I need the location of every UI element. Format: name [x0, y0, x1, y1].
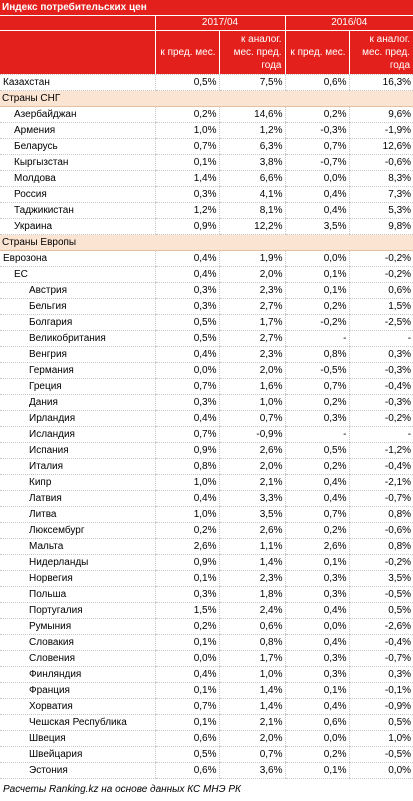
table-row: [0, 123, 413, 139]
table-row: [0, 539, 413, 555]
value-cell: 0,3%: [285, 587, 349, 603]
column-header-mom-2017: к пред. мес.: [155, 31, 219, 75]
value-cell: 1,2%: [155, 203, 219, 219]
value-cell: 12,6%: [349, 139, 413, 155]
value-cell: 0,5%: [349, 715, 413, 731]
year-header-blank: [0, 16, 155, 31]
value-cell: 9,6%: [349, 107, 413, 123]
source-note: Расчеты Ranking.kz на основе данных КС МНЭ РК: [3, 784, 241, 795]
table-row: [0, 315, 413, 331]
row-label: Италия: [0, 459, 155, 475]
value-cell: 7,5%: [219, 75, 285, 91]
row-label: Словакия: [0, 635, 155, 651]
value-cell: 2,6%: [219, 443, 285, 459]
value-cell: 0,3%: [155, 587, 219, 603]
value-cell: 0,4%: [285, 475, 349, 491]
value-cell: 0,8%: [155, 459, 219, 475]
column-header-row: [0, 31, 413, 75]
value-cell: 0,4%: [285, 203, 349, 219]
table-row: [0, 555, 413, 571]
value-cell: 0,6%: [285, 715, 349, 731]
row-label: Кыргызстан: [0, 155, 155, 171]
value-cell: -0,5%: [349, 587, 413, 603]
table-row: [0, 699, 413, 715]
value-cell: 1,0%: [155, 123, 219, 139]
value-cell: -2,1%: [349, 475, 413, 491]
column-header-blank: [0, 31, 155, 75]
value-cell: 5,3%: [349, 203, 413, 219]
value-cell: 2,6%: [155, 539, 219, 555]
value-cell: -2,6%: [349, 619, 413, 635]
value-cell: 0,4%: [155, 667, 219, 683]
table-row: [0, 635, 413, 651]
section-label: Страны СНГ: [0, 91, 413, 107]
table-row: [0, 251, 413, 267]
value-cell: -0,7%: [349, 651, 413, 667]
value-cell: 0,7%: [285, 507, 349, 523]
value-cell: 0,5%: [155, 331, 219, 347]
table-row: [0, 651, 413, 667]
row-label: Польша: [0, 587, 155, 603]
value-cell: 1,5%: [349, 299, 413, 315]
value-cell: 0,6%: [349, 283, 413, 299]
value-cell: 0,4%: [155, 347, 219, 363]
value-cell: 1,1%: [219, 539, 285, 555]
value-cell: 0,1%: [155, 683, 219, 699]
value-cell: -0,3%: [349, 363, 413, 379]
value-cell: 3,5%: [219, 507, 285, 523]
table-title: Индекс потребительских цен: [0, 0, 413, 16]
value-cell: -0,9%: [219, 427, 285, 443]
section-row: [0, 235, 413, 251]
value-cell: 1,0%: [219, 667, 285, 683]
row-label: Беларусь: [0, 139, 155, 155]
row-label: Исландия: [0, 427, 155, 443]
row-label: Швейцария: [0, 747, 155, 763]
row-label: Великобритания: [0, 331, 155, 347]
table-row: [0, 603, 413, 619]
value-cell: 3,6%: [219, 763, 285, 779]
table-row: [0, 507, 413, 523]
value-cell: 0,5%: [155, 315, 219, 331]
value-cell: 1,0%: [155, 475, 219, 491]
value-cell: 2,4%: [219, 603, 285, 619]
value-cell: -: [285, 427, 349, 443]
row-label: Кипр: [0, 475, 155, 491]
table-row: [0, 475, 413, 491]
value-cell: -0,6%: [349, 523, 413, 539]
value-cell: -: [349, 331, 413, 347]
value-cell: 0,6%: [219, 619, 285, 635]
table-row: [0, 523, 413, 539]
row-label: Нидерланды: [0, 555, 155, 571]
row-label: Венгрия: [0, 347, 155, 363]
column-header-mom-2016: к пред. мес.: [285, 31, 349, 75]
table-row: [0, 203, 413, 219]
value-cell: 2,6%: [219, 523, 285, 539]
table-row: [0, 619, 413, 635]
value-cell: 0,3%: [155, 299, 219, 315]
value-cell: 3,5%: [349, 571, 413, 587]
value-cell: 1,2%: [219, 123, 285, 139]
row-label: Ирландия: [0, 411, 155, 427]
value-cell: 2,3%: [219, 347, 285, 363]
value-cell: 0,8%: [349, 539, 413, 555]
value-cell: -0,5%: [349, 747, 413, 763]
value-cell: 0,7%: [285, 379, 349, 395]
value-cell: 0,9%: [155, 219, 219, 235]
value-cell: -0,2%: [349, 251, 413, 267]
value-cell: 0,6%: [285, 75, 349, 91]
table-row: [0, 299, 413, 315]
row-label: Украина: [0, 219, 155, 235]
value-cell: 9,8%: [349, 219, 413, 235]
value-cell: 0,2%: [285, 459, 349, 475]
table-row: [0, 283, 413, 299]
value-cell: 0,8%: [349, 507, 413, 523]
row-label: Молдова: [0, 171, 155, 187]
row-label: Германия: [0, 363, 155, 379]
value-cell: 0,0%: [285, 251, 349, 267]
value-cell: 0,1%: [285, 267, 349, 283]
value-cell: 0,3%: [349, 347, 413, 363]
row-label: Австрия: [0, 283, 155, 299]
table-row: [0, 379, 413, 395]
row-label: Португалия: [0, 603, 155, 619]
value-cell: 1,8%: [219, 587, 285, 603]
row-label: Греция: [0, 379, 155, 395]
row-label: Россия: [0, 187, 155, 203]
value-cell: 0,2%: [285, 523, 349, 539]
value-cell: 0,2%: [285, 747, 349, 763]
value-cell: 0,2%: [285, 299, 349, 315]
row-label: Латвия: [0, 491, 155, 507]
row-label: Люксембург: [0, 523, 155, 539]
row-label: Таджикистан: [0, 203, 155, 219]
table-row: [0, 715, 413, 731]
value-cell: 0,6%: [155, 763, 219, 779]
value-cell: 0,4%: [155, 251, 219, 267]
year-header-2017: 2017/04: [155, 16, 285, 31]
value-cell: -1,9%: [349, 123, 413, 139]
value-cell: -: [349, 427, 413, 443]
row-label: Бельгия: [0, 299, 155, 315]
value-cell: 2,1%: [219, 715, 285, 731]
value-cell: 16,3%: [349, 75, 413, 91]
table-row: [0, 683, 413, 699]
table-row: [0, 219, 413, 235]
table-row: [0, 763, 413, 779]
value-cell: 1,7%: [219, 651, 285, 667]
value-cell: -: [285, 331, 349, 347]
column-header-yoy-2017: к аналог. мес. пред. года: [219, 31, 285, 75]
value-cell: 0,7%: [155, 139, 219, 155]
row-label: Армения: [0, 123, 155, 139]
year-header-2016: 2016/04: [285, 16, 413, 31]
value-cell: 12,2%: [219, 219, 285, 235]
value-cell: 0,0%: [155, 651, 219, 667]
row-label: ЕС: [0, 267, 155, 283]
value-cell: 0,7%: [285, 139, 349, 155]
row-label: Мальта: [0, 539, 155, 555]
column-header-yoy-2016: к аналог. мес. пред. года: [349, 31, 413, 75]
value-cell: 0,4%: [155, 411, 219, 427]
table-row: [0, 731, 413, 747]
value-cell: 0,1%: [285, 283, 349, 299]
table-row: [0, 187, 413, 203]
value-cell: 0,1%: [285, 683, 349, 699]
value-cell: 14,6%: [219, 107, 285, 123]
value-cell: 0,4%: [285, 699, 349, 715]
value-cell: 6,6%: [219, 171, 285, 187]
value-cell: 0,4%: [155, 491, 219, 507]
value-cell: 2,7%: [219, 331, 285, 347]
value-cell: 0,3%: [285, 571, 349, 587]
value-cell: -2,5%: [349, 315, 413, 331]
value-cell: 0,3%: [285, 651, 349, 667]
value-cell: -0,5%: [285, 363, 349, 379]
table-row: [0, 667, 413, 683]
value-cell: 0,3%: [285, 667, 349, 683]
value-cell: -0,2%: [285, 315, 349, 331]
value-cell: 0,0%: [155, 363, 219, 379]
value-cell: 0,7%: [155, 379, 219, 395]
table-row: [0, 267, 413, 283]
value-cell: -0,4%: [349, 379, 413, 395]
value-cell: 0,2%: [155, 619, 219, 635]
row-label: Франция: [0, 683, 155, 699]
row-label: Болгария: [0, 315, 155, 331]
row-label: Швеция: [0, 731, 155, 747]
value-cell: 6,3%: [219, 139, 285, 155]
row-label: Хорватия: [0, 699, 155, 715]
value-cell: -0,2%: [349, 411, 413, 427]
value-cell: 0,0%: [285, 171, 349, 187]
value-cell: 2,0%: [219, 731, 285, 747]
value-cell: 2,3%: [219, 571, 285, 587]
table-row: [0, 363, 413, 379]
value-cell: 1,4%: [155, 171, 219, 187]
value-cell: 0,9%: [155, 443, 219, 459]
value-cell: -0,2%: [349, 267, 413, 283]
table-row: [0, 747, 413, 763]
row-label: Литва: [0, 507, 155, 523]
value-cell: 0,1%: [155, 635, 219, 651]
row-label: Румыния: [0, 619, 155, 635]
value-cell: 0,1%: [155, 715, 219, 731]
row-label: Еврозона: [0, 251, 155, 267]
value-cell: -0,6%: [349, 155, 413, 171]
value-cell: -0,3%: [349, 395, 413, 411]
value-cell: 2,0%: [219, 363, 285, 379]
value-cell: 0,3%: [155, 283, 219, 299]
value-cell: -0,4%: [349, 635, 413, 651]
value-cell: 0,4%: [285, 635, 349, 651]
value-cell: 3,3%: [219, 491, 285, 507]
table-title-row: [0, 0, 413, 16]
table-row: [0, 587, 413, 603]
value-cell: -0,7%: [285, 155, 349, 171]
value-cell: 1,0%: [219, 395, 285, 411]
row-label: Азербайджан: [0, 107, 155, 123]
value-cell: 0,4%: [285, 603, 349, 619]
row-label: Испания: [0, 443, 155, 459]
value-cell: 1,9%: [219, 251, 285, 267]
table-row: [0, 395, 413, 411]
table-row: [0, 571, 413, 587]
value-cell: 0,6%: [155, 731, 219, 747]
value-cell: 0,3%: [285, 411, 349, 427]
table-row: [0, 107, 413, 123]
value-cell: 0,3%: [155, 187, 219, 203]
value-cell: 1,7%: [219, 315, 285, 331]
value-cell: 0,1%: [155, 155, 219, 171]
value-cell: -0,2%: [349, 555, 413, 571]
table-row: [0, 331, 413, 347]
value-cell: -0,9%: [349, 699, 413, 715]
value-cell: 0,4%: [285, 187, 349, 203]
value-cell: 1,0%: [349, 731, 413, 747]
value-cell: 0,7%: [219, 411, 285, 427]
value-cell: 0,3%: [155, 395, 219, 411]
value-cell: 0,0%: [349, 763, 413, 779]
value-cell: -0,3%: [285, 123, 349, 139]
row-label: Дания: [0, 395, 155, 411]
table-row: [0, 491, 413, 507]
table-row: [0, 427, 413, 443]
value-cell: 2,7%: [219, 299, 285, 315]
value-cell: 0,2%: [155, 523, 219, 539]
table-row: [0, 347, 413, 363]
row-label: Словения: [0, 651, 155, 667]
value-cell: -0,7%: [349, 491, 413, 507]
value-cell: 1,0%: [155, 507, 219, 523]
section-label: Страны Европы: [0, 235, 413, 251]
value-cell: 2,1%: [219, 475, 285, 491]
value-cell: 8,1%: [219, 203, 285, 219]
row-label: Финляндия: [0, 667, 155, 683]
value-cell: 0,1%: [155, 571, 219, 587]
value-cell: 0,4%: [155, 267, 219, 283]
year-header-row: [0, 16, 413, 31]
value-cell: 1,5%: [155, 603, 219, 619]
value-cell: 0,2%: [285, 107, 349, 123]
table-row: [0, 459, 413, 475]
value-cell: 2,3%: [219, 283, 285, 299]
table-row: [0, 443, 413, 459]
value-cell: 0,5%: [285, 443, 349, 459]
value-cell: 0,5%: [155, 747, 219, 763]
value-cell: 3,5%: [285, 219, 349, 235]
value-cell: 4,1%: [219, 187, 285, 203]
value-cell: 1,4%: [219, 699, 285, 715]
table-row: [0, 411, 413, 427]
value-cell: 0,8%: [285, 347, 349, 363]
value-cell: 7,3%: [349, 187, 413, 203]
value-cell: 0,1%: [285, 763, 349, 779]
value-cell: 1,4%: [219, 555, 285, 571]
value-cell: 0,8%: [219, 635, 285, 651]
value-cell: 2,0%: [219, 459, 285, 475]
value-cell: 0,4%: [285, 491, 349, 507]
row-label: Чешская Республика: [0, 715, 155, 731]
value-cell: -1,2%: [349, 443, 413, 459]
section-row: [0, 91, 413, 107]
value-cell: 0,2%: [285, 395, 349, 411]
value-cell: 8,3%: [349, 171, 413, 187]
row-label: Норвегия: [0, 571, 155, 587]
value-cell: 1,6%: [219, 379, 285, 395]
row-label: Эстония: [0, 763, 155, 779]
value-cell: 0,3%: [349, 667, 413, 683]
value-cell: 2,6%: [285, 539, 349, 555]
table-row: [0, 171, 413, 187]
table-row: [0, 75, 413, 91]
value-cell: 3,8%: [219, 155, 285, 171]
value-cell: 2,0%: [219, 267, 285, 283]
value-cell: -0,1%: [349, 683, 413, 699]
table-row: [0, 139, 413, 155]
value-cell: 0,7%: [155, 427, 219, 443]
value-cell: 0,5%: [155, 75, 219, 91]
row-label: Казахстан: [0, 75, 155, 91]
value-cell: 0,0%: [285, 619, 349, 635]
value-cell: 0,0%: [285, 731, 349, 747]
value-cell: 0,2%: [155, 107, 219, 123]
value-cell: 0,5%: [349, 603, 413, 619]
value-cell: 0,9%: [155, 555, 219, 571]
value-cell: 0,7%: [155, 699, 219, 715]
value-cell: -0,4%: [349, 459, 413, 475]
value-cell: 0,1%: [285, 555, 349, 571]
value-cell: 1,4%: [219, 683, 285, 699]
value-cell: 0,7%: [219, 747, 285, 763]
table-row: [0, 155, 413, 171]
